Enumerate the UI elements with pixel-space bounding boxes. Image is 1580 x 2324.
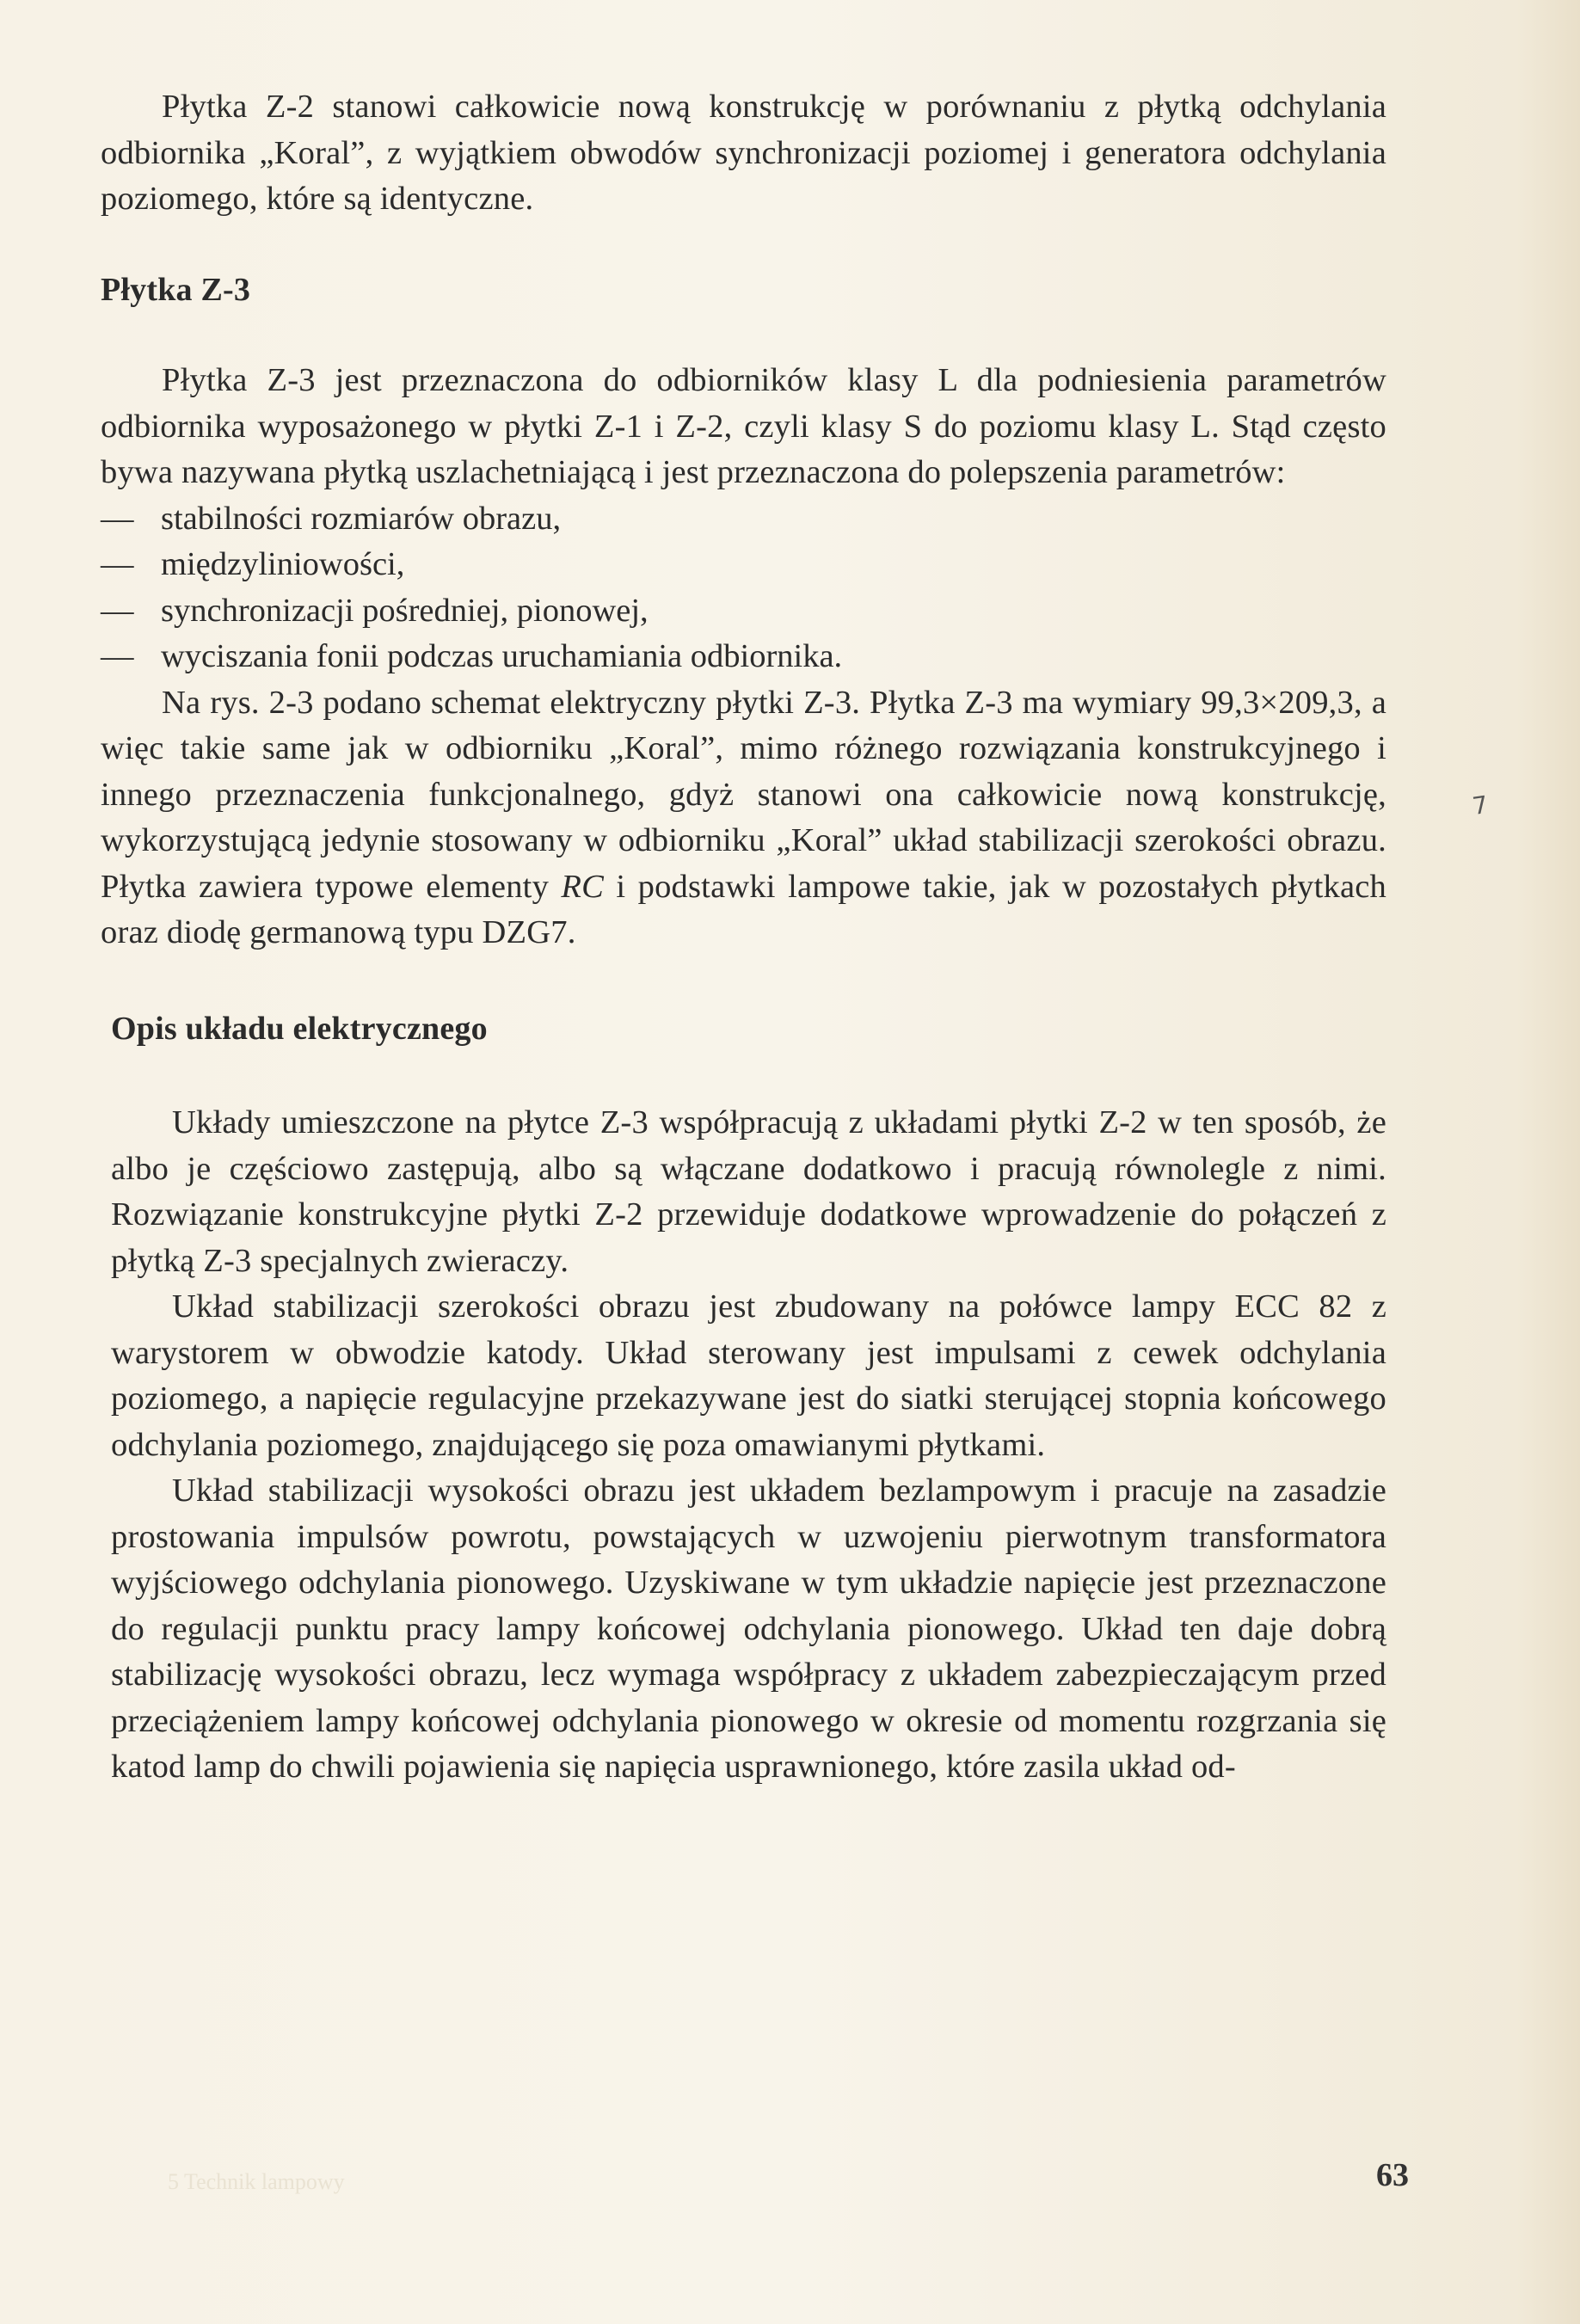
parameters-list (101, 496, 1386, 680)
opis-paragraph-3: Układ stabilizacji wysokości obrazu jest układem bezlampowym i pracuje na zasadzie prostowania impulsów powrotu, powstających w uzwojeniu pierwotnym transformatora wyjściowego odchylania pionowego. Uzyskiwane w tym układzie napięcie jest przeznaczone do regulacji punktu pracy lampy końcowej odchylania pionowego. Układ ten daje dobrą stabilizację wysokości obrazu, lecz wymaga współpracy z układem zabezpieczającym przed przeciążeniem lampy końcowej odchylania pionowego w okresie od momentu rozgrzania się katod lamp do chwili pojawienia się napięcia usprawnionego, które zasila układ od- (111, 1472, 1386, 1785)
list-item-text: stabilności rozmiarów obrazu, (161, 500, 562, 537)
section-heading-opis: Opis układu elektrycznego (111, 1010, 488, 1047)
z3-paragraph-2 (101, 680, 1386, 956)
dash-marker: — (101, 546, 134, 582)
list-item (101, 588, 1386, 635)
rc-italic: RC (561, 868, 604, 905)
opis-paragraph-1: Układy umieszczone na płytce Z-3 współpracują z układami płytki Z-2 w ten sposób, że albo je częściowo zastępują, albo są włączane dodatkowo i pracują równolegle z nimi. Rozwiązanie konstrukcyjne płytki Z-2 przewiduje dodatkowe wprowadzenie do połączeń z płytką Z-3 specjalnych zwieraczy. (111, 1104, 1386, 1279)
list-item (101, 634, 1386, 680)
list-item (101, 542, 1386, 588)
dash-marker: — (101, 500, 134, 537)
list-item (101, 496, 1386, 543)
book-page (101, 84, 1386, 1791)
intro-paragraph: Płytka Z-2 stanowi całkowicie nową konstrukcję w porównaniu z płytką odchylania odbiornika „Koral”, z wyjątkiem obwodów synchronizacji poziomej i generatora odchylania poziomego, które są identyczne. (101, 89, 1386, 217)
opis-body (101, 1100, 1386, 1791)
list-item-text: synchronizacji pośredniej, pionowej, (161, 592, 649, 629)
page-number: 63 (1376, 2157, 1409, 2193)
section-heading-plytka-z3: Płytka Z-3 (101, 271, 251, 308)
opis-paragraph-2: Układ stabilizacji szerokości obrazu jest zbudowany na połówce lampy ECC 82 z warystorem w obwodzie katody. Układ sterowany jest impulsami z cewek odchylania poziomego, a napięcie regulacyjne przekazywane jest do siatki sterującej stopnia końcowego odchylania poziomego, znajdującego się poza omawianymi płytkami. (111, 1288, 1386, 1463)
dash-marker: — (101, 638, 134, 674)
list-item-text: międzyliniowości, (161, 546, 405, 582)
handwritten-margin-note: 7 (1470, 790, 1491, 821)
dash-marker: — (101, 592, 134, 629)
z3-paragraph-2-text-b: i podstawki lampowe takie, jak w pozostałych płytkach oraz diodę germanową typu DZG7. (101, 868, 1386, 950)
show-through-footer: 5 Technik lampowy (168, 2169, 345, 2194)
z3-paragraph-1: Płytka Z-3 jest przeznaczona do odbiorników klasy L dla podniesienia parametrów odbiornika wyposażonego w płytki Z-1 i Z-2, czyli klasy S do poziomu klasy L. Stąd często bywa nazywana płytką uszlachetniającą i jest przeznaczona do polepszenia parametrów: (101, 362, 1386, 490)
z3-paragraph-2-text-a: Na rys. 2-3 podano schemat elektryczny płytki Z-3. Płytka Z-3 ma wymiary 99,3×209,3, a więc takie same jak w odbiorniku „Koral”, mimo różnego rozwiązania konstrukcyjnego i innego przeznaczenia funkcjonalnego, gdyż stanowi ona całkowicie nową konstrukcję, wykorzystującą jedynie stosowany w odbiorniku „Koral” układ stabilizacji szerokości obrazu. Płytka zawiera typowe elementy (101, 684, 1386, 905)
list-item-text: wyciszania fonii podczas uruchamiania odbiornika. (161, 638, 843, 674)
